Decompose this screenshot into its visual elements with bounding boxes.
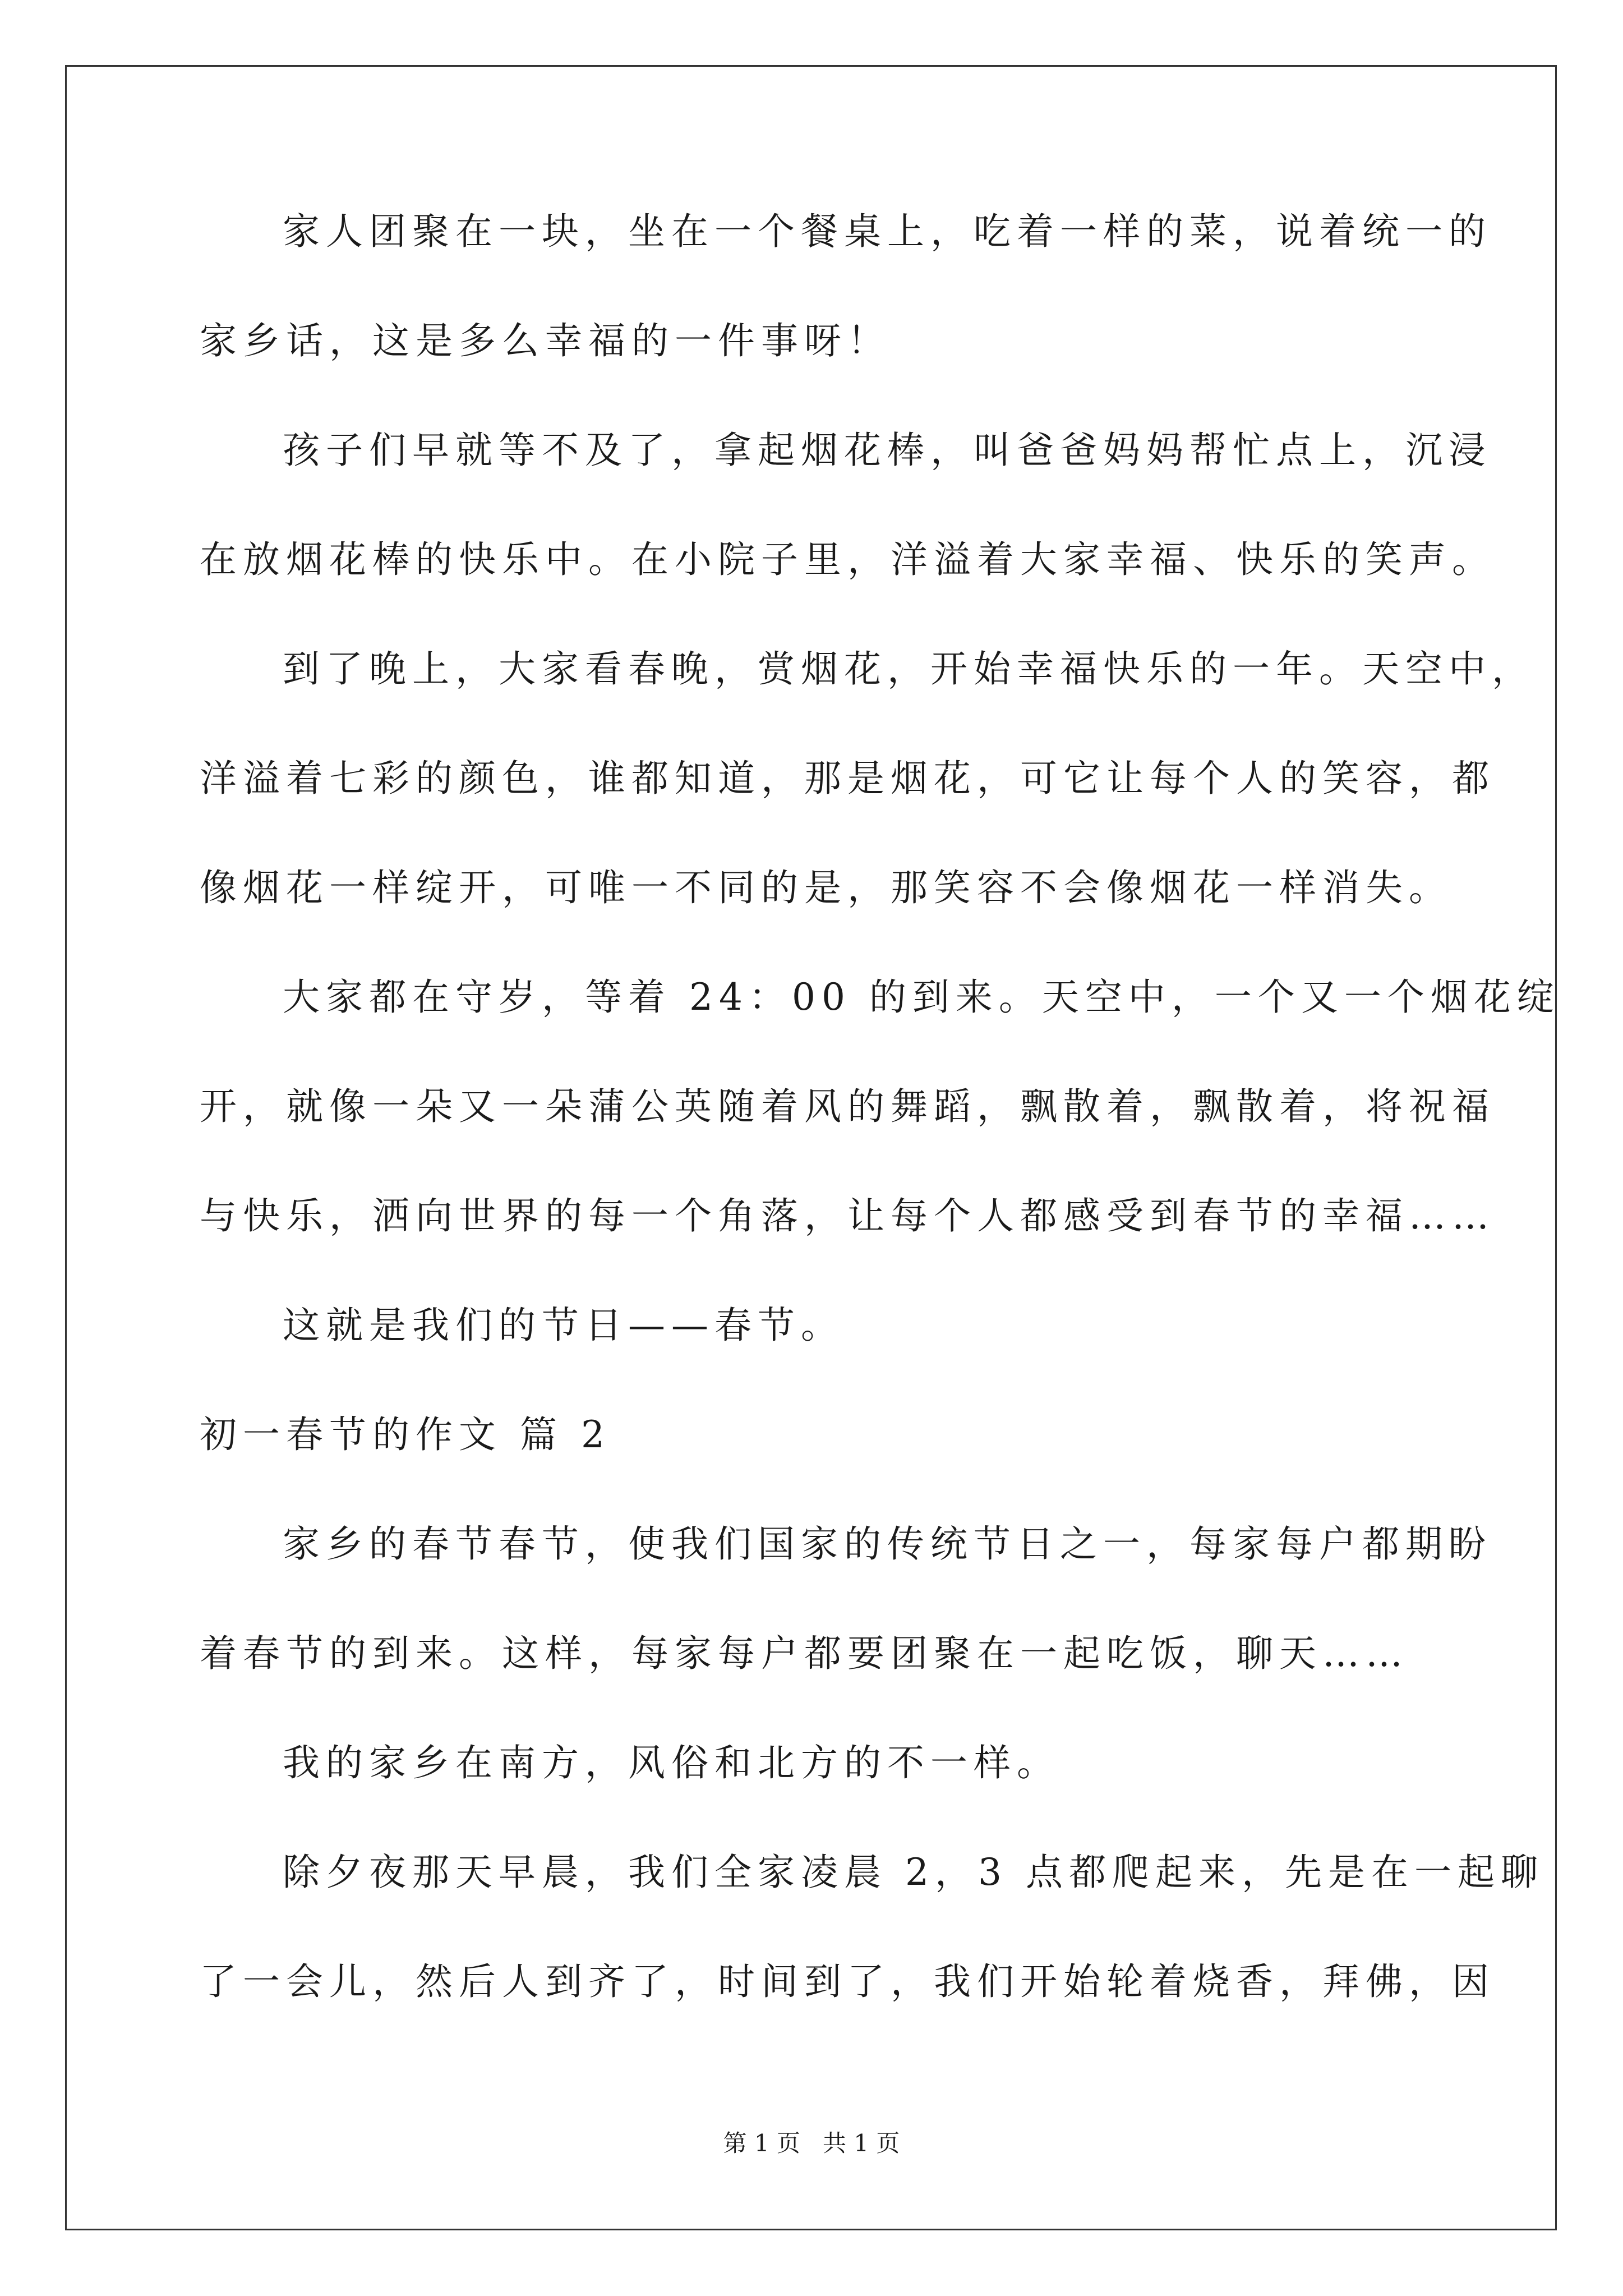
page-frame (65, 65, 1557, 2230)
text-line: 家乡话，这是多么幸福的一件事呀！ (200, 319, 891, 362)
text-line: 除夕夜那天早晨，我们全家凌晨 2，3 点都爬起来，先是在一起聊 (283, 1851, 1544, 1894)
page-number-current: 第 1 页 (723, 2129, 800, 2157)
page-footer (0, 2129, 1623, 2157)
text-line: 到了晚上，大家看春晚，赏烟花，开始幸福快乐的一年。天空中， (283, 647, 1535, 691)
text-line: 着春节的到来。这样，每家每户都要团聚在一起吃饭，聊天…… (200, 1632, 1409, 1675)
text-line: 家乡的春节春节，使我们国家的传统节日之一，每家每户都期盼 (283, 1522, 1492, 1566)
text-line: 大家都在守岁，等着 24：00 的到来。天空中，一个又一个烟花绽 (283, 976, 1560, 1019)
text-line: 我的家乡在南方，风俗和北方的不一样。 (283, 1741, 1060, 1784)
text-line: 洋溢着七彩的颜色，谁都知道，那是烟花，可它让每个人的笑容，都 (200, 757, 1495, 800)
text-line: 在放烟花棒的快乐中。在小院子里，洋溢着大家幸福、快乐的笑声。 (200, 538, 1495, 581)
text-line: 家人团聚在一块，坐在一个餐桌上，吃着一样的菜，说着统一的 (283, 210, 1492, 253)
section-heading: 初一春节的作文 篇 2 (200, 1413, 611, 1456)
text-line: 孩子们早就等不及了，拿起烟花棒，叫爸爸妈妈帮忙点上，沉浸 (283, 429, 1492, 472)
text-line: 与快乐，洒向世界的每一个角落，让每个人都感受到春节的幸福…… (200, 1194, 1495, 1237)
text-line: 开，就像一朵又一朵蒲公英随着风的舞蹈，飘散着，飘散着，将祝福 (200, 1085, 1495, 1128)
text-line: 这就是我们的节日——春节。 (283, 1304, 844, 1347)
page-number-total: 共 1 页 (823, 2129, 900, 2157)
text-line: 了一会儿，然后人到齐了，时间到了，我们开始轮着烧香，拜佛，因 (200, 1960, 1495, 2003)
text-line: 像烟花一样绽开，可唯一不同的是，那笑容不会像烟花一样消失。 (200, 866, 1452, 909)
